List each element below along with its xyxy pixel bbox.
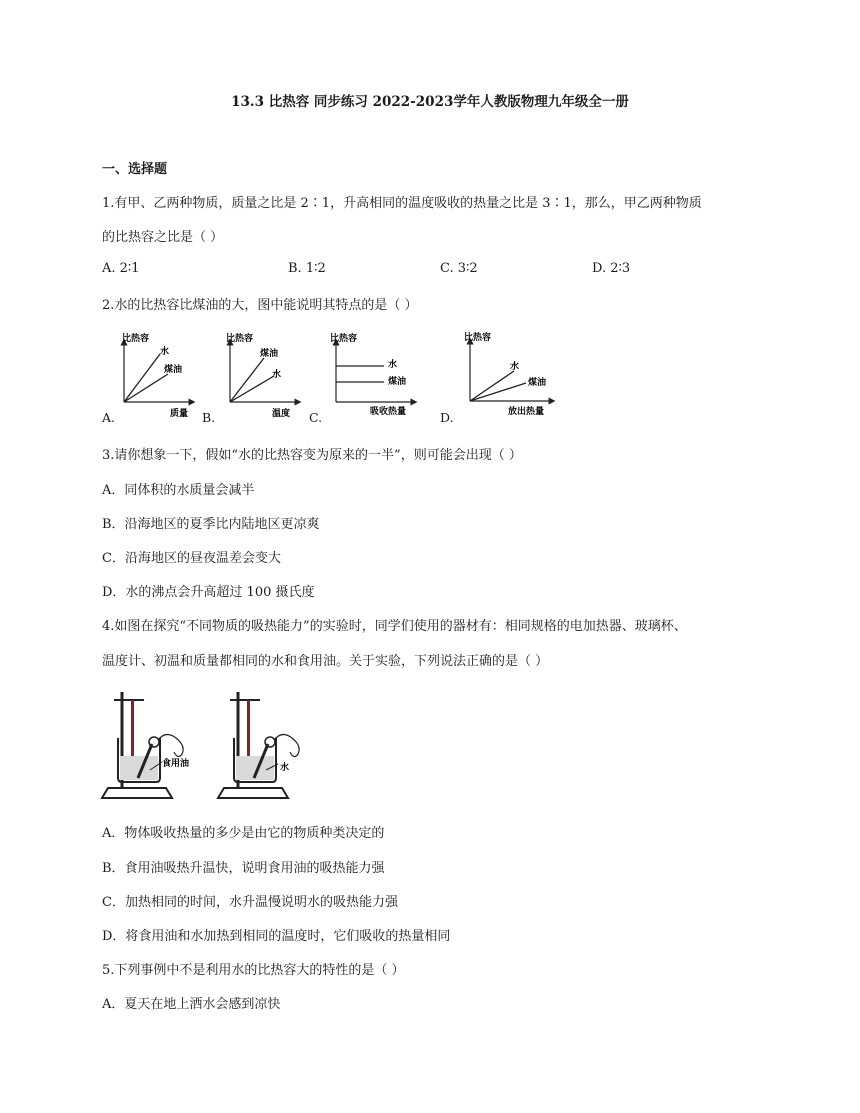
lower-line-label: 煤油 (164, 365, 183, 375)
q4-apparatus-water (216, 686, 326, 804)
water-line (470, 371, 514, 401)
page-title: 13.3 比热容 同步练习 2022-2023学年人教版物理九年级全一册 (231, 94, 629, 110)
q4-option-c: C．加热相同的时间，水升温慢说明水的吸热能力强 (102, 895, 398, 910)
q1-option-b: B. 1∶2 (288, 261, 326, 276)
x-axis-label: 质量 (170, 409, 189, 419)
stand-base (218, 788, 288, 798)
kerosene-line (124, 374, 168, 402)
heater-head (149, 737, 159, 747)
upper-line-label: 煤油 (260, 349, 279, 359)
y-axis-label: 比热容 (330, 334, 358, 344)
x-axis-label: 温度 (272, 409, 291, 419)
y-axis-label: 比热容 (122, 334, 150, 344)
q4-option-b: B．食用油吸热升温快，说明食用油的吸热能力强 (102, 861, 385, 876)
power-cord (274, 734, 299, 756)
q3-stem: 3.请你想象一下，假如“水的比热容变为原来的一半”，则可能会出现（ ） (102, 448, 522, 463)
q2-graph-b (218, 328, 304, 420)
stand-base (102, 788, 172, 798)
q1-option-d: D. 2∶3 (592, 261, 631, 276)
beaker-label: 食用油 (162, 759, 190, 769)
water-line (124, 354, 160, 402)
q3-option-b: B．沿海地区的夏季比内陆地区更凉爽 (102, 517, 320, 532)
beaker-label: 水 (280, 763, 290, 773)
q2-option-a-letter: A. (102, 410, 116, 425)
q4-stem-line1: 4.如图在探究“不同物质的吸热能力”的实验时，同学们使用的器材有：相同规格的电加热器、玻璃杯、 (102, 619, 687, 634)
q4-option-d: D．将食用油和水加热到相同的温度时，它们吸收的热量相同 (102, 929, 451, 944)
y-axis-label: 比热容 (226, 334, 254, 344)
y-axis-label: 比热容 (464, 333, 492, 343)
x-axis-label: 放出热量 (508, 407, 545, 417)
q2-stem: 2.水的比热容比煤油的大，图中能说明其特点的是（ ） (102, 298, 418, 313)
water-line (230, 376, 274, 402)
upper-line-label: 水 (160, 347, 170, 357)
section-heading: 一、选择题 (102, 162, 168, 177)
lower-line-label: 水 (272, 370, 282, 380)
q2-graph-a (112, 328, 198, 420)
q2-graph-d (456, 325, 560, 420)
q4-apparatus-oil (100, 686, 210, 804)
q3-option-d: D．水的沸点会升高超过 100 摄氏度 (102, 585, 315, 600)
x-axis-label: 吸收热量 (370, 407, 407, 417)
upper-line-label: 水 (388, 360, 398, 370)
q2-graph-c (324, 328, 424, 420)
q1-option-a: A. 2∶1 (102, 261, 140, 276)
kerosene-line (470, 383, 526, 401)
q1-stem-line2: 的比热容之比是（ ） (102, 230, 224, 245)
q5-stem: 5.下列事例中不是利用水的比热容大的特性的是（ ） (102, 963, 405, 978)
upper-line-label: 水 (510, 362, 520, 372)
q1-option-c: C. 3∶2 (440, 261, 478, 276)
kerosene-line (230, 358, 264, 402)
q3-option-c: C．沿海地区的昼夜温差会变大 (102, 551, 281, 566)
q2-option-b-letter: B. (202, 410, 216, 425)
power-cord (158, 734, 183, 756)
q4-stem-line2: 温度计、初温和质量都相同的水和食用油。关于实验，下列说法正确的是（ ） (102, 654, 549, 669)
q2-option-c-letter: C. (309, 410, 323, 425)
lower-line-label: 煤油 (528, 378, 547, 388)
q4-option-a: A．物体吸收热量的多少是由它的物质种类决定的 (102, 826, 385, 841)
lower-line-label: 煤油 (388, 377, 407, 387)
q5-option-a: A．夏天在地上洒水会感到凉快 (102, 997, 281, 1012)
q1-stem-line1: 1.有甲、乙两种物质，质量之比是 2∶1，升高相同的温度吸收的热量之比是 3∶1，那么，甲乙两种物质 (102, 196, 702, 211)
q3-option-a: A．同体积的水质量会减半 (102, 483, 255, 498)
heater-head (265, 737, 275, 747)
q2-option-d-letter: D. (440, 410, 454, 425)
